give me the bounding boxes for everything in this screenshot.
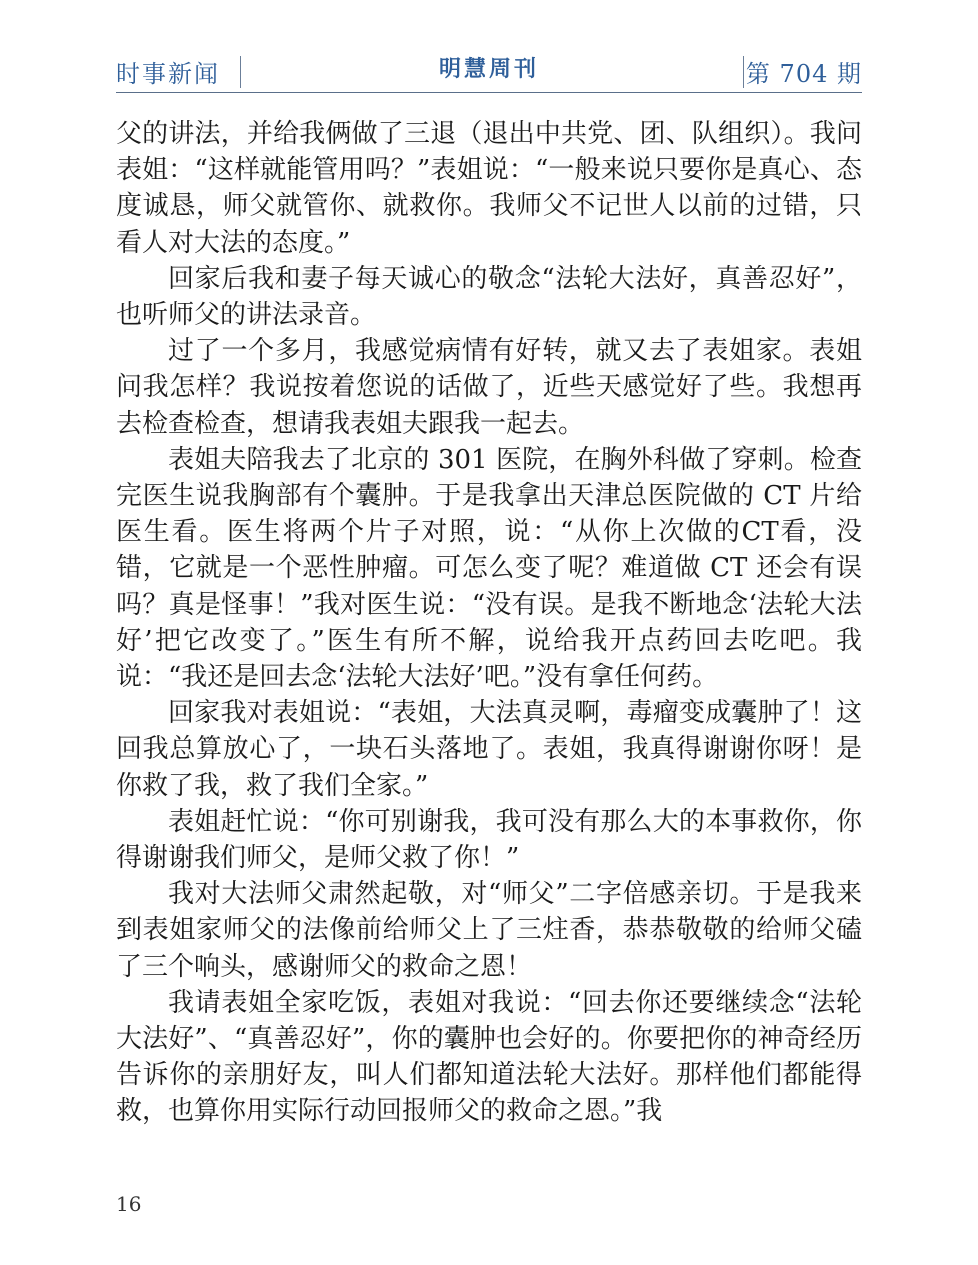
- paragraph: 回家后我和妻子每天诚心的敬念“法轮大法好，真善忍好”，也听师父的讲法录音。: [116, 263, 862, 331]
- paragraph: 我请表姐全家吃饭，表姐对我说：“回去你还要继续念“法轮大法好”、“真善忍好”，你的囊肿也会好的。你要把你的神奇经历告诉你的亲朋好友，叫人们都知道法轮大法好。那样他们都能得救，也算你用实际行动回报师父的救命之恩。”我: [116, 987, 862, 1127]
- section-label: 时事新闻: [116, 60, 220, 88]
- header-divider-right: [743, 56, 744, 88]
- page-number: 16: [116, 1192, 142, 1216]
- issue-number: 第 704 期: [745, 60, 862, 88]
- article-body: [116, 116, 862, 1130]
- paragraph: 过了一个多月，我感觉病情有好转，就又去了表姐家。表姐问我怎样？我说按着您说的话做了，近些天感觉好了些。我想再去检查检查，想请我表姐夫跟我一起去。: [116, 336, 862, 439]
- paragraph: 表姐赶忙说：“你可别谢我，我可没有那么大的本事救你，你得谢谢我们师父，是师父救了你！”: [116, 806, 862, 874]
- paragraph: 我对大法师父肃然起敬，对“师父”二字倍感亲切。于是我来到表姐家师父的法像前给师父上了三炷香，恭恭敬敬的给师父磕了三个响头，感谢师父的救命之恩！: [116, 879, 862, 982]
- paragraph-continued: 父的讲法，并给我俩做了三退（退出中共党、团、队组织）。我问表姐：“这样就能管用吗？”表姐说：“一般来说只要你是真心、态度诚恳，师父就管你、就救你。我师父不记世人以前的过错，只看人对大法的态度。”: [116, 119, 862, 258]
- paragraph: 表姐夫陪我去了北京的 301 医院，在胸外科做了穿刺。检查完医生说我胸部有个囊肿。于是我拿出天津总医院做的 CT 片给医生看。医生将两个片子对照，说：“从你上次做的CT看，没错，它就是一个恶性肿瘤。可怎么变了呢？难道做 CT 还会有误吗？真是怪事！”我对医生说：“没有误。是我不断地念‘法轮大法好’把它改变了。”医生有所不解，说给我开点药回去吃吧。我说：“我还是回去念‘法轮大法好’吧。”没有拿任何药。: [116, 444, 862, 693]
- publication-title: 明慧周刊: [438, 57, 539, 82]
- page-header: [116, 50, 862, 93]
- paragraph: 回家我对表姐说：“表姐，大法真灵啊，毒瘤变成囊肿了！这回我总算放心了，一块石头落地了。表姐，我真得谢谢你呀！是你救了我，救了我们全家。”: [116, 698, 862, 801]
